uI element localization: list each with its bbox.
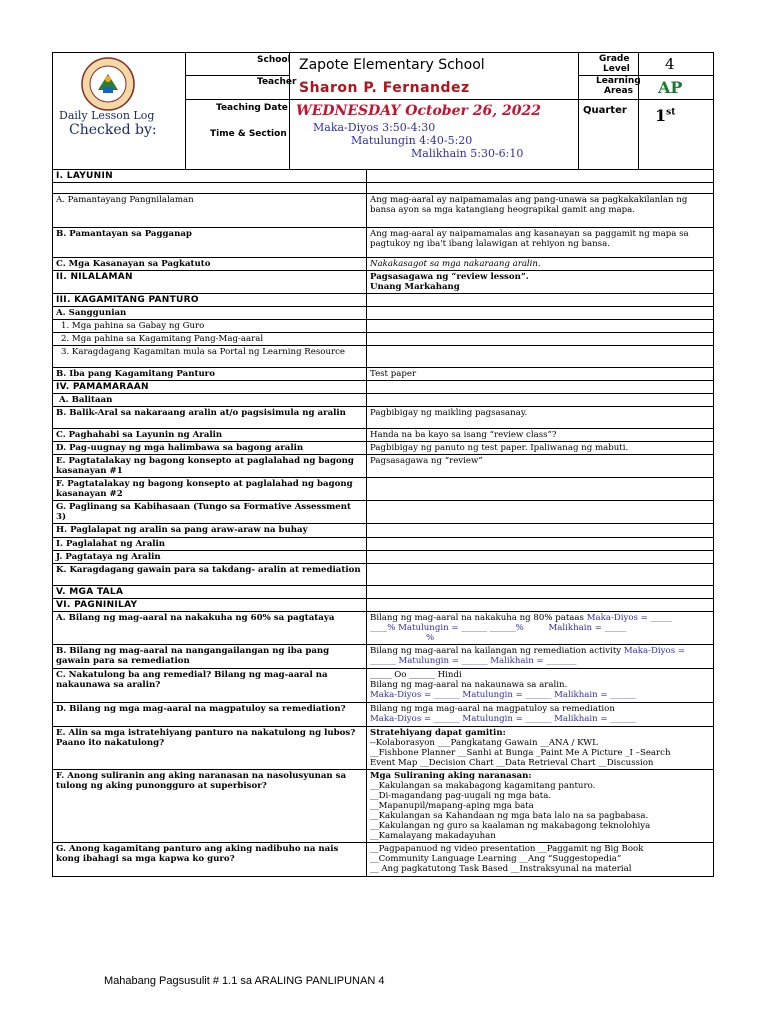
- pagtatalakay-1-value: Pagsasagawa ng “review”: [367, 455, 714, 478]
- school-label: School: [257, 55, 291, 65]
- section-pamamaraan: IV. PAMAMARAAN: [53, 381, 367, 394]
- istratehiya-label: E. Alin sa mga istratehiyang panturo na nakatulong ng lubos? Paano ito nakatulong?: [53, 727, 367, 770]
- section-nilalaman: II. NILALAMAN: [53, 271, 367, 294]
- time-section-label: Time & Section: [210, 129, 287, 139]
- karagdagang-gawain-label: K. Karagdagang gawain para sa takdang- aralin at remediation: [53, 564, 367, 586]
- istratehiya-value: Stratehiyang dapat gamitin: --Kolaborasyon ___Pangkatang Gawain __ANA / KWL __Fishbone Planner __Sanhi at Bunga _Paint Me A Picture _I –Search Event Map __Decision Chart __Data Retrieval Chart __Discussion: [367, 727, 714, 770]
- paglalahat-label: I. Paglalahat ng Aralin: [53, 538, 367, 551]
- section-pagninilay: VI. PAGNINILAY: [53, 599, 367, 612]
- paglalapat-label: H. Paglalapat ng aralin sa pang araw-araw na buhay: [53, 524, 367, 538]
- pagtatalakay-2-label: F. Pagtatalakay ng bagong konsepto at paglalahad ng bagong kasanayan #2: [53, 478, 367, 501]
- daily-lesson-log-title: Daily Lesson Log: [59, 109, 155, 122]
- pamantayang-pangnilalaman-label: A. Pamantayang Pangnilalaman: [53, 194, 367, 228]
- learning-label: Learning: [596, 76, 641, 86]
- pamantayang-pangnilalaman-value: Ang mag-aaral ay naipamamalas ang pang-unawa sa pagkakakilanlan ng bansa ayon sa mga katangiang heograpikal gamit ang mapa.: [367, 194, 714, 228]
- section-kagamitang-panturo: III. KAGAMITANG PANTURO: [53, 294, 367, 307]
- schedule-matulungin: Matulungin 4:40-5:20: [351, 134, 473, 147]
- level-label: Level: [603, 64, 630, 74]
- pag-uugnay-label: D. Pag-uugnay ng mga halimbawa sa bagong aralin: [53, 442, 367, 455]
- quarter-label: Quarter: [583, 105, 627, 116]
- sanggunian-gabay-guro: 1. Mga pahina sa Gabay ng Guro: [53, 320, 367, 333]
- magpatuloy-remediation-value: Bilang ng mga mag-aaral na magpatuloy sa remediation Maka-Diyos = ______ Matulungin = ______ Malikhain = ______: [367, 703, 714, 727]
- balik-aral-label: B. Balik-Aral sa nakaraang aralin at/o pagsisimula ng aralin: [53, 407, 367, 429]
- teacher-name: Sharon P. Fernandez: [299, 80, 470, 96]
- section-layunin: I. LAYUNIN: [53, 170, 367, 183]
- kasanayan-value: Nakakasagot sa mga nakaraang aralin.: [367, 258, 714, 271]
- sanggunian-label: A. Sanggunian: [53, 307, 367, 320]
- nakatulong-remedial-value: _____ Oo ______ Hindi Bilang ng mag-aaral na nakaunawa sa aralin. Maka-Diyos = ______ Matulungin = ______ Malikhain = ______: [367, 669, 714, 703]
- remediation-label: B. Bilang ng mag-aaral na nangangailangan ng iba pang gawain para sa remediation: [53, 645, 367, 669]
- kasanayan-label: C. Mga Kasanayan sa Pagkatuto: [53, 258, 367, 271]
- schedule-malikhain: Malikhain 5:30-6:10: [411, 147, 524, 160]
- teacher-label: Teacher: [257, 77, 297, 87]
- paghahabi-layunin-label: C. Paghahabi sa Layunin ng Aralin: [53, 429, 367, 442]
- teaching-date-value: WEDNESDAY October 26, 2022: [296, 103, 541, 119]
- sanggunian-portal-learning-resource: 3. Karagdagang Kagamitan mula sa Portal ng Learning Resource: [53, 346, 367, 368]
- checked-by-label: Checked by:: [69, 122, 157, 138]
- paghahabi-layunin-value: Handa na ba kayo sa isang “review class”?: [367, 429, 714, 442]
- grade-label: Grade: [599, 54, 630, 64]
- header-block: [52, 52, 714, 170]
- quarter-value: 1st: [655, 106, 676, 125]
- section-mga-tala: V. MGA TALA: [53, 586, 367, 599]
- nilalaman-value-1: Pagsasagawa ng “review lesson”.: [370, 272, 529, 282]
- grade-level-value: 4: [665, 55, 675, 73]
- schedule-maka-diyos: Maka-Diyos 3:50-4:30: [313, 121, 436, 134]
- pamantayan-sa-pagganap-label: B. Pamantayan sa Pagganap: [53, 228, 367, 258]
- sanggunian-kagamitang-pang-mag-aaral: 2. Mga pahina sa Kagamitang Pang-Mag-aaral: [53, 333, 367, 346]
- nakakuha-60-label: A. Bilang ng mag-aaral na nakakuha ng 60% sa pagtataya: [53, 612, 367, 645]
- kagamitang-nadibuho-label: G. Anong kagamitang panturo ang aking nadibuho na nais kong ibahagi sa mga kapwa ko guro?: [53, 843, 367, 877]
- footer-caption: Mahabang Pagsusulit # 1.1 sa ARALING PANLIPUNAN 4: [104, 975, 385, 987]
- iba-pang-kagamitan-value: Test paper: [367, 368, 714, 381]
- lesson-log-page: [52, 52, 714, 877]
- pamantayan-sa-pagganap-value: Ang mag-aaral ay naipamamalas ang kasanayan sa paggamit ng mapa sa pagtukoy ng iba't ibang lalawigan at rehiyon ng bansa.: [367, 228, 714, 258]
- kagamitang-nadibuho-value: __Pagpapanuod ng video presentation __Paggamit ng Big Book __Community Language Learning __Ang “Suggestopedia” __ Ang pagkatutong Task Based __Instraksyunal na material: [367, 843, 714, 877]
- pagtatalakay-1-label: E. Pagtatalakay ng bagong konsepto at paglalahad ng bagong kasanayan #1: [53, 455, 367, 478]
- balik-aral-value: Pagbibigay ng maikling pagsasanay.: [367, 407, 714, 429]
- paglinang-kabihasaan-label: G. Paglinang sa Kabihasaan (Tungo sa Formative Assessment 3): [53, 501, 367, 524]
- nilalaman-value-2: Unang Markahang: [370, 282, 460, 292]
- pag-uugnay-value: Pagbibigay ng panuto ng test paper. Ipaliwanag ng mabuti.: [367, 442, 714, 455]
- magpatuloy-remediation-label: D. Bilang ng mga mag-aaral na magpatuloy sa remediation?: [53, 703, 367, 727]
- pagtataya-label: J. Pagtataya ng Aralin: [53, 551, 367, 564]
- remediation-value: Bilang ng mag-aaral na kailangan ng remediation activity Maka-Diyos = ______ Matulungin = ______ Malikhain = _______: [367, 645, 714, 669]
- teaching-date-label: Teaching Date: [216, 103, 288, 113]
- lesson-log-table: [52, 169, 714, 877]
- suliranin-value: Mga Suliraning aking naranasan: __Kakulangan sa makabagong kagamitang panturo. __Di-magandang pag-uugali ng mga bata. __Mapanupil/mapang-aping mga bata __Kakulangan sa Kahandaan ng mga bata lalo na sa pagbabasa. __Kakulangan ng guro sa kaalaman ng makabagong teknolohiya __Kamalayang makadayuhan: [367, 770, 714, 843]
- learning-area-value: AP: [658, 78, 683, 97]
- school-seal-logo: [81, 57, 135, 111]
- balitaan-label: A. Balitaan: [53, 394, 367, 407]
- iba-pang-kagamitan-label: B. Iba pang Kagamitang Panturo: [53, 368, 367, 381]
- school-name: Zapote Elementary School: [299, 57, 485, 73]
- areas-label: Areas: [604, 86, 633, 96]
- nakatulong-remedial-label: C. Nakatulong ba ang remedial? Bilang ng mag-aaral na nakaunawa sa aralin?: [53, 669, 367, 703]
- nakakuha-80-value: Bilang ng mag-aaral na nakakuha ng 80% pataas Maka-Diyos = _____ ____% Matulungin = ______ ______% Malikhain = _____ %: [367, 612, 714, 645]
- suliranin-label: F. Anong suliranin ang aking naranasan na nasolusyunan sa tulong ng aking punongguro at superbisor?: [53, 770, 367, 843]
